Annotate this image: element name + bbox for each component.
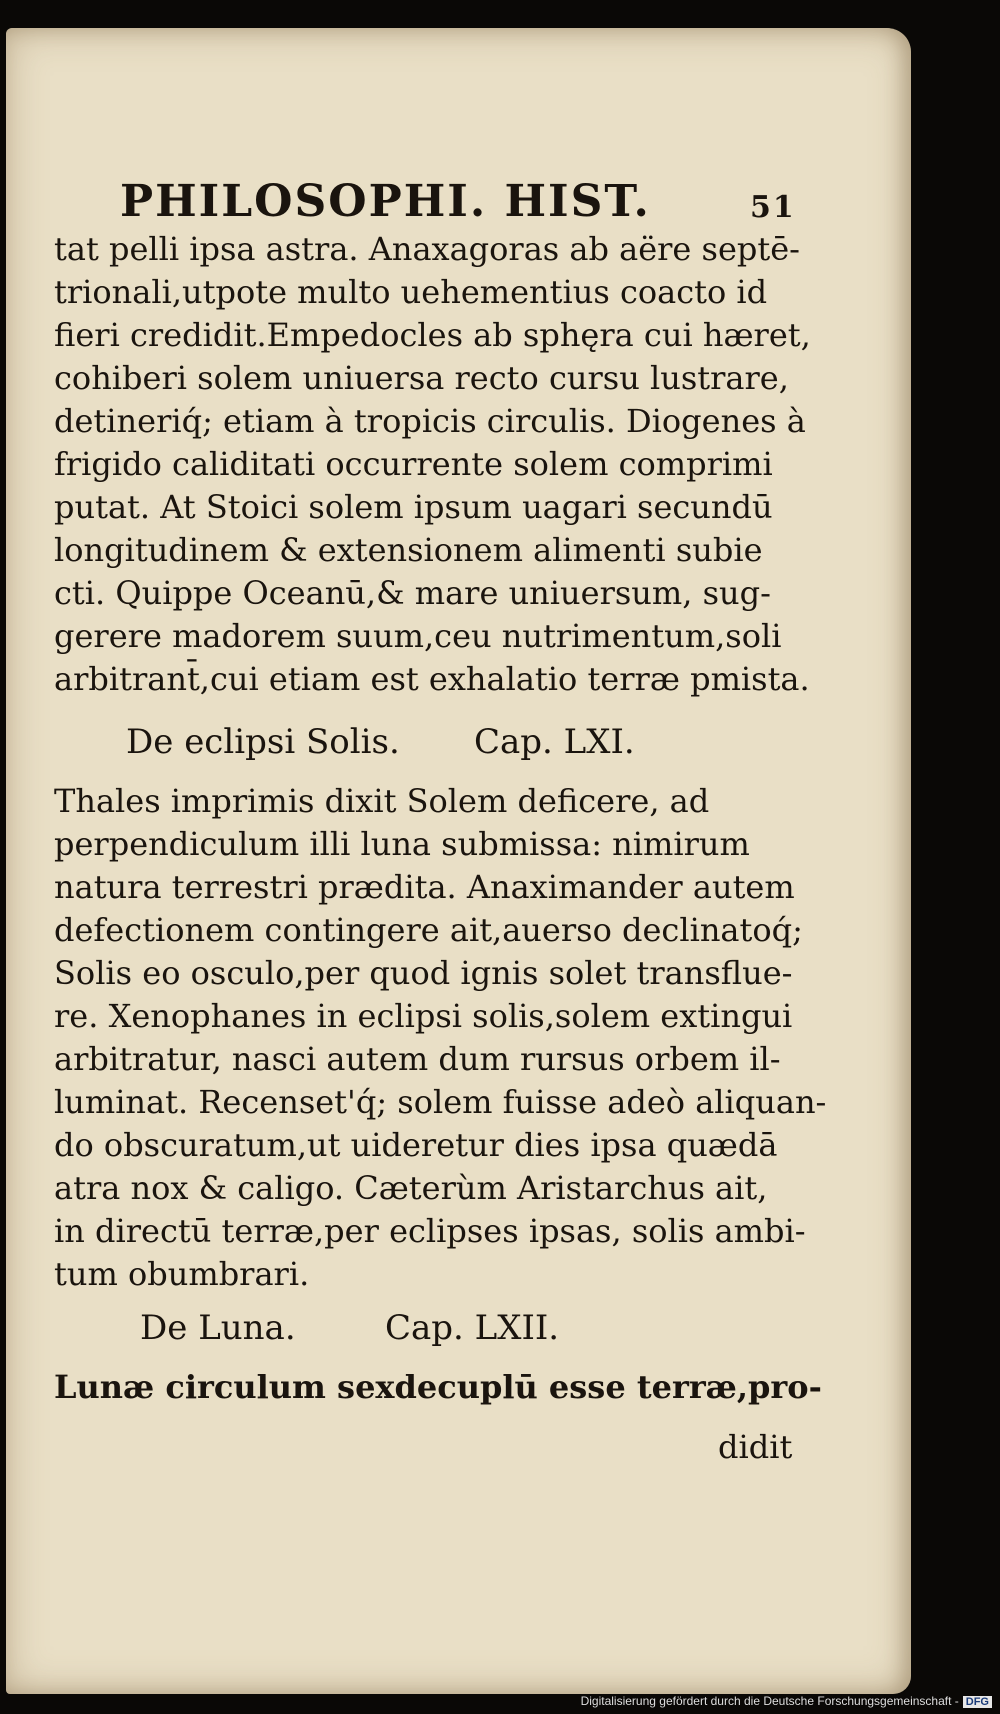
digitization-credit <box>581 1694 992 1712</box>
text-line: Solis eo osculo,per quod ignis solet transflue- <box>54 954 793 992</box>
text-line: natura terrestri prædita. Anaximander autem <box>54 868 795 906</box>
catchword: didit <box>718 1428 793 1466</box>
book-page <box>6 28 911 1694</box>
text-line: longitudinem & extensionem alimenti subie <box>54 531 763 569</box>
chapter-title: De Luna. <box>140 1308 296 1348</box>
chapter-heading-lxii <box>140 1308 840 1358</box>
text-line: frigido caliditati occurrente solem comprimi <box>54 445 773 483</box>
text-line: re. Xenophanes in eclipsi solis,solem extingui <box>54 997 793 1035</box>
text-line: do obscuratum,ut uideretur dies ipsa quædā <box>54 1126 778 1164</box>
dfg-logo: DFG <box>963 1696 992 1708</box>
paragraph-2 <box>54 780 827 1296</box>
running-header <box>120 154 800 227</box>
text-line: atra nox & caligo. Cæterùm Aristarchus ait, <box>54 1169 768 1207</box>
text-line: defectionem contingere ait,auerso declinatoq́; <box>54 911 803 949</box>
text-line: trionali,utpote multo uehementius coacto id <box>54 273 768 311</box>
text-line: in directū terræ,per eclipses ipsas, solis ambi- <box>54 1212 806 1250</box>
text-line: detineriq́; etiam à tropicis circulis. Diogenes à <box>54 402 806 440</box>
text-line: tat pelli ipsa astra. Anaxagoras ab aëre septē- <box>54 230 800 268</box>
text-line: cti. Quippe Oceanū,& mare uniuersum, sug- <box>54 574 771 612</box>
text-line: perpendiculum illi luna submissa: nimirum <box>54 825 750 863</box>
text-line: arbitratur, nasci autem dum rursus orbem il- <box>54 1040 781 1078</box>
credit-text: Digitalisierung gefördert durch die Deutsche Forschungsgemeinschaft - <box>580 1694 959 1708</box>
chapter-title: De eclipsi Solis. <box>126 722 400 762</box>
chapter-number: Cap. LXI. <box>474 722 635 762</box>
paragraph-3 <box>54 1366 822 1409</box>
text-line: luminat. Recenset'q́; solem fuisse adeò aliquan- <box>54 1083 827 1121</box>
paragraph-1 <box>54 228 814 701</box>
text-line: Thales imprimis dixit Solem deficere, ad <box>54 782 710 820</box>
text-line: cohiberi solem uniuersa recto cursu lustrare, <box>54 359 789 397</box>
page-number: 51 <box>750 190 796 225</box>
chapter-number: Cap. LXII. <box>385 1308 560 1348</box>
text-line: arbitrant̄,cui etiam est exhalatio terræ pmista. <box>54 660 810 698</box>
chapter-heading-lxi <box>126 722 826 772</box>
text-line: Lunæ circulum sexdecuplū esse terræ,pro- <box>54 1368 822 1406</box>
text-line: putat. At Stoici solem ipsum uagari secundū <box>54 488 773 526</box>
running-title: PHILOSOPHI. HIST. <box>120 176 651 227</box>
text-line: fieri credidit.Empedocles ab sphęra cui hæret, <box>54 316 811 354</box>
text-line: gerere madorem suum,ceu nutrimentum,soli <box>54 617 782 655</box>
text-line: tum obumbrari. <box>54 1255 310 1293</box>
